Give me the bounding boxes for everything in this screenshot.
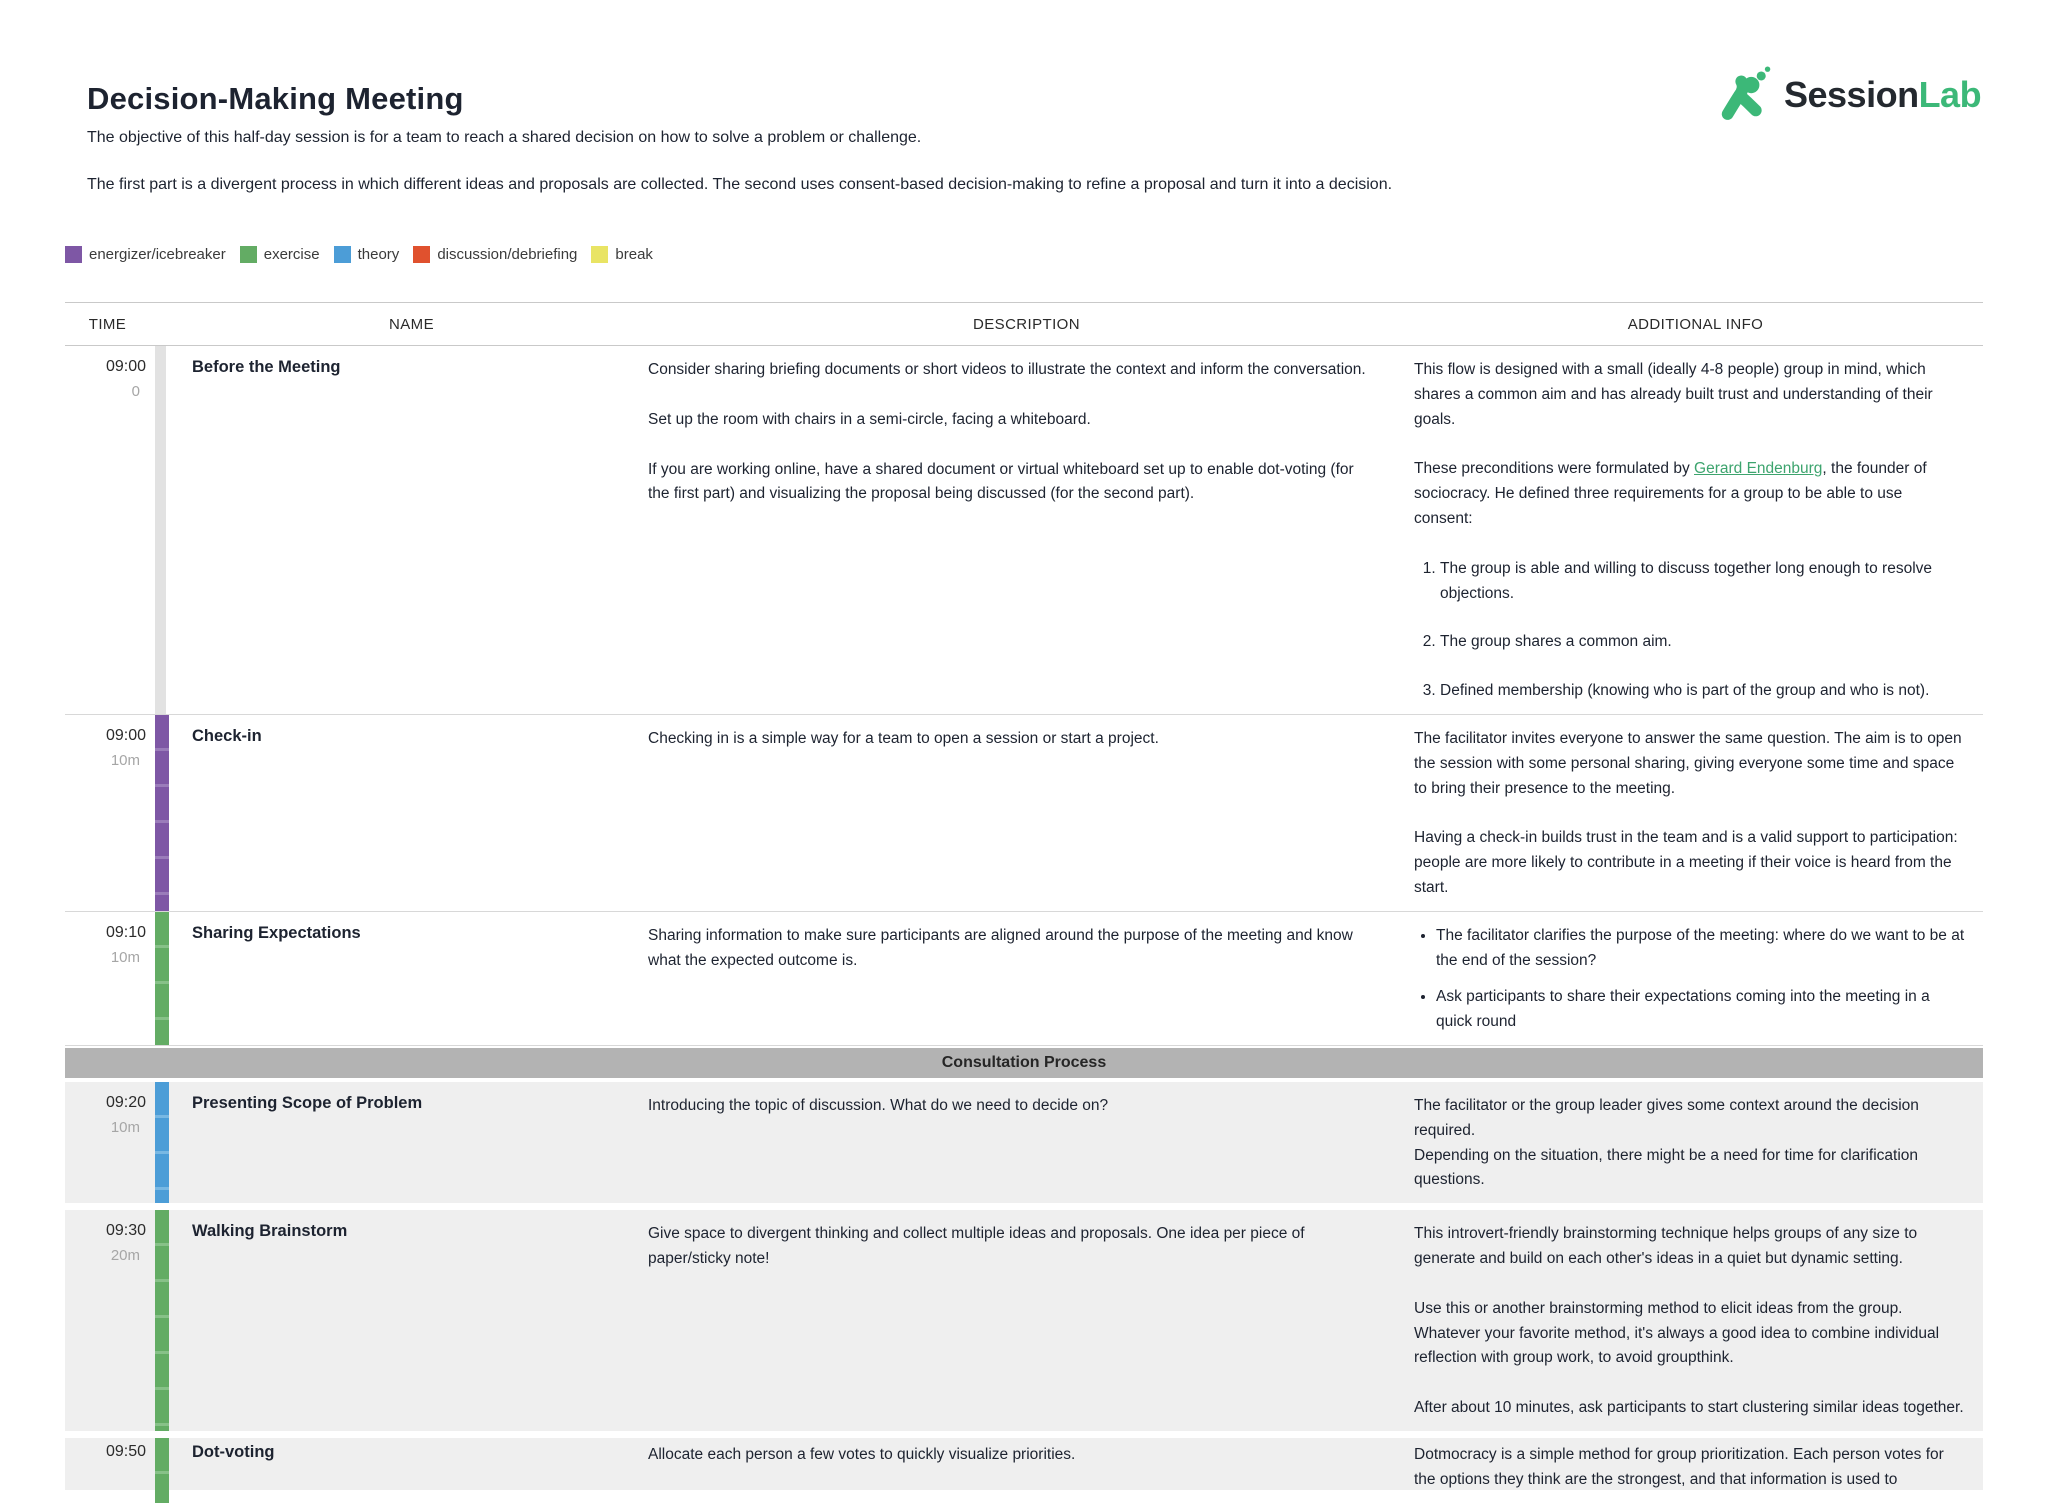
duration: 0: [131, 383, 140, 400]
activity-name: Presenting Scope of Problem: [192, 1093, 423, 1112]
legend-label: energizer/icebreaker: [89, 246, 226, 263]
sessionlab-logo-icon: [1712, 66, 1776, 124]
legend-item-break: [591, 246, 653, 263]
legend-swatch-exercise: [240, 246, 257, 263]
activity-additional-info: This flow is designed with a small (ideally 4-8 people) group in mind, which shares a common aim and has already built trust and understanding of their goals. These preconditions were formulated by Gerard Endenburg, the founder of sociocracy. He defined three requirements for a group to be able to use consent: 1. The group is able and willing to discuss together long enough to resolve objections. 2. The group shares a common aim. 3. Defined membership (knowing who is part of the group and who is not).: [1408, 346, 1983, 714]
start-time: 09:00: [105, 358, 146, 375]
intro-paragraph: The first part is a divergent process in which different ideas and proposals are collected. The second uses consent-based decision-making to refine a proposal and turn it into a decision.: [87, 175, 1393, 193]
agenda-row-sharing-expectations: [65, 912, 1983, 1046]
time-cell: [65, 1210, 150, 1431]
header-time: TIME: [88, 315, 127, 333]
time-cell: [65, 715, 150, 911]
expectations-bullet-list: • The facilitator clarifies the purpose of the meeting: where do we want to be at the end of the session? • Ask participants to share their expectations coming into the meeting in a quick round: [1414, 924, 1965, 1035]
activity-additional-info: This introvert-friendly brainstorming technique helps groups of any size to generate and build on each other's ideas in a quiet but dynamic setting. Use this or another brainstorming method to elicit ideas from the group. Whatever your favorite method, it's always a good idea to combine individual reflection with group work, to avoid groupthink. After about 10 minutes, ask participants to start clustering similar ideas together.: [1414, 1225, 1964, 1417]
activity-name: Check-in: [192, 726, 262, 745]
duration: 10m: [110, 948, 140, 966]
time-cell: [65, 1438, 150, 1503]
legend-swatch-energizer: [65, 246, 82, 263]
agenda-row-walking-brainstorm: [65, 1210, 1983, 1431]
header-additional-info: ADDITIONAL INFO: [1627, 315, 1764, 333]
start-time: 09:00: [105, 726, 146, 744]
activity-type-bar: [155, 346, 166, 714]
agenda-row-check-in: [65, 715, 1983, 912]
activity-type-bar: [155, 1438, 169, 1503]
legend-label: discussion/debriefing: [437, 246, 578, 263]
activity-name: Sharing Expectations: [192, 923, 361, 942]
start-time: 09:10: [105, 923, 146, 941]
table-header-row: [65, 302, 1983, 346]
activity-name: Dot-voting: [192, 1442, 275, 1461]
legend-label: break: [615, 246, 653, 263]
legend-swatch-discussion: [413, 246, 430, 263]
activity-additional-info: [1408, 912, 1983, 1045]
activity-type-bar: [155, 1082, 169, 1203]
legend-item-discussion: [413, 246, 577, 263]
legend-item-energizer: [65, 246, 226, 263]
activity-type-bar: [155, 715, 169, 911]
activity-description: Checking in is a simple way for a team to open a session or start a project.: [648, 729, 1159, 747]
activity-description: Sharing information to make sure participants are aligned around the purpose of the meeting and know what the expected outcome is.: [648, 926, 1353, 969]
color-legend: [65, 246, 653, 263]
activity-type-bar: [155, 912, 169, 1045]
time-cell: [65, 1082, 150, 1203]
agenda-table: [65, 302, 1983, 1497]
start-time: 09:30: [105, 1222, 146, 1240]
activity-additional-info: The facilitator invites everyone to answer the same question. The aim is to open the session with some personal sharing, giving everyone some time and space to bring their presence to the meeting. Having a check-in builds trust in the team and is a valid support to participation: people are more likely to contribute in a meeting if their voice is heard from the start.: [1414, 729, 1962, 896]
agenda-row-presenting-scope-of-problem: [65, 1082, 1983, 1203]
time-cell: [65, 346, 150, 714]
legend-item-theory: [334, 246, 400, 263]
duration: 20m: [110, 1247, 140, 1265]
legend-swatch-break: [591, 246, 608, 263]
section-header-consultation-process: Consultation Process: [65, 1048, 1983, 1078]
activity-description: Introducing the topic of discussion. What do we need to decide on?: [648, 1096, 1109, 1114]
gerard-endenburg-link[interactable]: Gerard Endenburg: [1694, 460, 1823, 478]
activity-description: Allocate each person a few votes to quickly visualize priorities.: [648, 1445, 1076, 1463]
header-name: NAME: [389, 315, 434, 333]
activity-name: Walking Brainstorm: [192, 1222, 348, 1241]
duration: 10m: [110, 1118, 140, 1136]
activity-additional-info: The facilitator or the group leader gives some context around the decision required. Depending on the situation, there might be a need for time for clarification questions.: [1414, 1096, 1919, 1189]
header-description: DESCRIPTION: [973, 315, 1080, 333]
brand-wordmark: SessionLab: [1784, 74, 1982, 115]
activity-type-bar: [155, 1210, 169, 1431]
sessionlab-logo: [1712, 66, 1981, 124]
agenda-row-dot-voting: [65, 1438, 1983, 1490]
agenda-row-before-the-meeting: [65, 346, 1983, 715]
legend-label: theory: [357, 246, 400, 263]
duration: 10m: [110, 751, 140, 769]
intro-paragraph: The objective of this half-day session is for a team to reach a shared decision on how to solve a problem or challenge.: [87, 129, 922, 146]
activity-name: Before the Meeting: [192, 358, 341, 376]
activity-description: Give space to divergent thinking and collect multiple ideas and proposals. One idea per piece of paper/sticky note!: [648, 1225, 1305, 1267]
page-title: Decision-Making Meeting: [87, 80, 464, 116]
activity-additional-info: Dotmocracy is a simple method for group prioritization. Each person votes for the options they think are the strongest, and that information is used to: [1414, 1445, 1944, 1488]
time-cell: [65, 912, 150, 1045]
activity-description: Consider sharing briefing documents or short videos to illustrate the context and inform the conversation. Set up the room with chairs in a semi-circle, facing a whiteboard. If you are working online, have a shared document or virtual whiteboard set up to enable dot-voting (for the first part) and visualizing the proposal being discussed (for the second part).: [648, 361, 1366, 503]
start-time: 09:20: [105, 1093, 146, 1111]
consent-requirements-list: 1. The group is able and willing to discuss together long enough to resolve objections. 2. The group shares a common aim. 3. Defined membership (knowing who is part of the group and who is not).: [1414, 557, 1965, 704]
legend-swatch-theory: [334, 246, 351, 263]
legend-label: exercise: [263, 246, 320, 263]
legend-item-exercise: [240, 246, 320, 263]
start-time: 09:50: [105, 1442, 146, 1460]
intro-text: [87, 128, 1647, 222]
